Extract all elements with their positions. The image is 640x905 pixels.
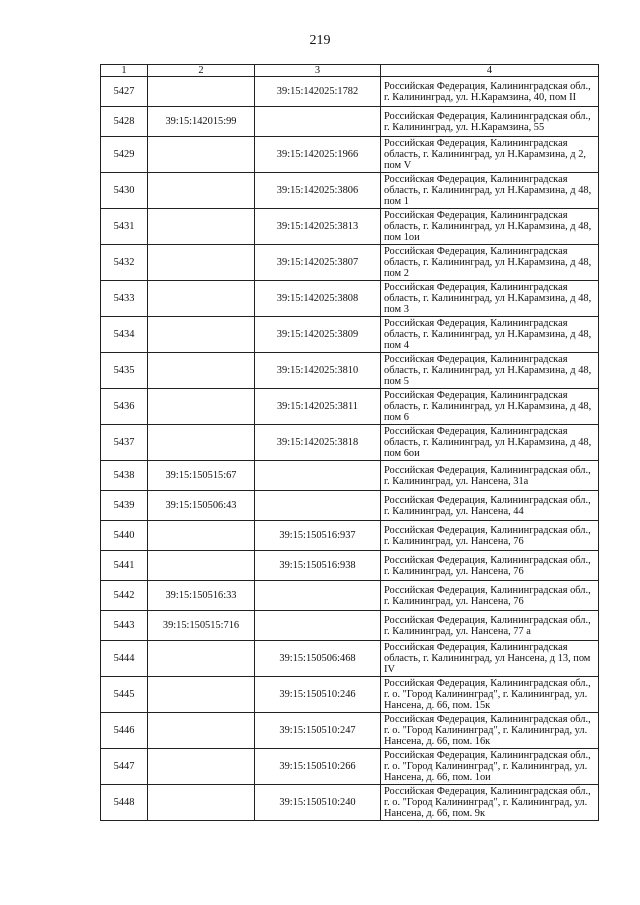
address-cell: Российская Федерация, Калининградская обл., г. о. "Город Калининград", г. Калининград, ул. Нансена, д. 66, пом. 9к: [381, 785, 599, 821]
table-row: [101, 107, 599, 137]
table-row: [101, 281, 599, 317]
table-row: [101, 425, 599, 461]
address-cell: Российская Федерация, Калининградская обл., г. о. "Город Калининград", г. Калининград, ул. Нансена, д. 66, пом. 1ои: [381, 749, 599, 785]
table-row: [101, 521, 599, 551]
address-cell: Российская Федерация, Калининградская область, г. Калининград, ул Н.Карамзина, д 48, пом 5: [381, 353, 599, 389]
address-cell: Российская Федерация, Калининградская область, г. Калининград, ул Н.Карамзина, д 48, пом 1ои: [381, 209, 599, 245]
cadastral-number-cell: 39:15:142025:1966: [255, 137, 381, 173]
parcel-number-cell: [148, 353, 255, 389]
address-cell: Российская Федерация, Калининградская обл., г. Калининград, ул. Нансена, 76: [381, 551, 599, 581]
table-row: [101, 389, 599, 425]
cadastral-number-cell: 39:15:150510:246: [255, 677, 381, 713]
cadastral-number-cell: 39:15:142025:3813: [255, 209, 381, 245]
table-body: [101, 77, 599, 821]
cadastral-number-cell: [255, 461, 381, 491]
table-row: [101, 353, 599, 389]
parcel-number-cell: [148, 137, 255, 173]
cadastral-number-cell: [255, 611, 381, 641]
table-row: [101, 461, 599, 491]
parcel-number-cell: 39:15:150516:33: [148, 581, 255, 611]
cadastral-number-cell: 39:15:150510:247: [255, 713, 381, 749]
cadastral-number-cell: 39:15:142025:3807: [255, 245, 381, 281]
address-cell: Российская Федерация, Калининградская область, г. Калининград, ул Н.Карамзина, д 48, пом 2: [381, 245, 599, 281]
row-number-cell: 5432: [101, 245, 148, 281]
parcel-number-cell: [148, 245, 255, 281]
address-cell: Российская Федерация, Калининградская область, г. Калининград, ул Н.Карамзина, д 48, пом 6ои: [381, 425, 599, 461]
address-cell: Российская Федерация, Калининградская область, г. Калининград, ул Н.Карамзина, д 48, пом 4: [381, 317, 599, 353]
table-row: [101, 551, 599, 581]
address-cell: Российская Федерация, Калининградская обл., г. Калининград, ул. Нансена, 31а: [381, 461, 599, 491]
cadastral-number-cell: 39:15:142025:3810: [255, 353, 381, 389]
parcel-number-cell: [148, 551, 255, 581]
parcel-number-cell: [148, 785, 255, 821]
cadastral-number-cell: 39:15:142025:3818: [255, 425, 381, 461]
cadastral-number-cell: 39:15:150510:266: [255, 749, 381, 785]
table-row: [101, 137, 599, 173]
address-cell: Российская Федерация, Калининградская обл., г. Калининград, ул. Нансена, 77 а: [381, 611, 599, 641]
parcel-number-cell: [148, 173, 255, 209]
table-row: [101, 749, 599, 785]
address-cell: Российская Федерация, Калининградская обл., г. о. "Город Калининград", г. Калининград, ул. Нансена, д. 66, пом. 15к: [381, 677, 599, 713]
table-row: [101, 677, 599, 713]
row-number-cell: 5430: [101, 173, 148, 209]
row-number-cell: 5448: [101, 785, 148, 821]
row-number-cell: 5443: [101, 611, 148, 641]
table-row: [101, 317, 599, 353]
cadastral-number-cell: [255, 107, 381, 137]
row-number-cell: 5435: [101, 353, 148, 389]
row-number-cell: 5429: [101, 137, 148, 173]
row-number-cell: 5440: [101, 521, 148, 551]
column-header: 4: [381, 65, 599, 77]
row-number-cell: 5436: [101, 389, 148, 425]
address-cell: Российская Федерация, Калининградская область, г. Калининград, ул Н.Карамзина, д 48, пом 3: [381, 281, 599, 317]
row-number-cell: 5437: [101, 425, 148, 461]
table-row: [101, 491, 599, 521]
row-number-cell: 5431: [101, 209, 148, 245]
address-cell: Российская Федерация, Калининградская область, г. Калининград, ул Н.Карамзина, д 48, пом 1: [381, 173, 599, 209]
parcel-number-cell: [148, 77, 255, 107]
row-number-cell: 5438: [101, 461, 148, 491]
cadastral-number-cell: [255, 491, 381, 521]
cadastral-number-cell: [255, 581, 381, 611]
column-header: 3: [255, 65, 381, 77]
row-number-cell: 5442: [101, 581, 148, 611]
address-cell: Российская Федерация, Калининградская обл., г. Калининград, ул. Нансена, 44: [381, 491, 599, 521]
row-number-cell: 5441: [101, 551, 148, 581]
row-number-cell: 5434: [101, 317, 148, 353]
row-number-cell: 5445: [101, 677, 148, 713]
parcel-number-cell: [148, 281, 255, 317]
table-row: [101, 209, 599, 245]
cadastral-number-cell: 39:15:142025:3806: [255, 173, 381, 209]
parcel-number-cell: 39:15:142015:99: [148, 107, 255, 137]
row-number-cell: 5427: [101, 77, 148, 107]
parcel-number-cell: [148, 677, 255, 713]
column-header: 2: [148, 65, 255, 77]
parcel-number-cell: [148, 389, 255, 425]
cadastral-number-cell: 39:15:150516:938: [255, 551, 381, 581]
column-header: 1: [101, 65, 148, 77]
parcel-number-cell: [148, 713, 255, 749]
parcel-number-cell: [148, 317, 255, 353]
parcel-number-cell: [148, 521, 255, 551]
table-row: [101, 611, 599, 641]
table-row: [101, 581, 599, 611]
cadastral-number-cell: 39:15:142025:3809: [255, 317, 381, 353]
page-number: 219: [309, 33, 331, 48]
cadastral-number-cell: 39:15:142025:1782: [255, 77, 381, 107]
address-cell: Российская Федерация, Калининградская область, г. Калининград, ул Н.Карамзина, д 48, пом 6: [381, 389, 599, 425]
row-number-cell: 5428: [101, 107, 148, 137]
table-row: [101, 77, 599, 107]
cadastral-number-cell: 39:15:142025:3808: [255, 281, 381, 317]
parcel-number-cell: [148, 425, 255, 461]
row-number-cell: 5439: [101, 491, 148, 521]
parcel-number-cell: 39:15:150506:43: [148, 491, 255, 521]
cadastral-number-cell: 39:15:150510:240: [255, 785, 381, 821]
address-cell: Российская Федерация, Калининградская обл., г. Калининград, ул. Н.Карамзина, 55: [381, 107, 599, 137]
parcel-number-cell: 39:15:150515:67: [148, 461, 255, 491]
address-cell: Российская Федерация, Калининградская обл., г. Калининград, ул. Нансена, 76: [381, 521, 599, 551]
row-number-cell: 5447: [101, 749, 148, 785]
registry-table: [100, 64, 599, 821]
table-row: [101, 785, 599, 821]
parcel-number-cell: [148, 749, 255, 785]
header-row: [101, 65, 599, 77]
row-number-cell: 5444: [101, 641, 148, 677]
cadastral-number-cell: 39:15:142025:3811: [255, 389, 381, 425]
address-cell: Российская Федерация, Калининградская область, г. Калининград, ул Нансена, д 13, пом IV: [381, 641, 599, 677]
address-cell: Российская Федерация, Калининградская обл., г. Калининград, ул. Н.Карамзина, 40, пом II: [381, 77, 599, 107]
address-cell: Российская Федерация, Калининградская область, г. Калининград, ул Н.Карамзина, д 2, пом V: [381, 137, 599, 173]
cadastral-number-cell: 39:15:150516:937: [255, 521, 381, 551]
parcel-number-cell: 39:15:150515:716: [148, 611, 255, 641]
address-cell: Российская Федерация, Калининградская обл., г. Калининград, ул. Нансена, 76: [381, 581, 599, 611]
address-cell: Российская Федерация, Калининградская обл., г. о. "Город Калининград", г. Калининград, ул. Нансена, д. 66, пом. 16к: [381, 713, 599, 749]
table-row: [101, 641, 599, 677]
row-number-cell: 5433: [101, 281, 148, 317]
table-row: [101, 713, 599, 749]
table-row: [101, 173, 599, 209]
row-number-cell: 5446: [101, 713, 148, 749]
parcel-number-cell: [148, 641, 255, 677]
table-row: [101, 245, 599, 281]
parcel-number-cell: [148, 209, 255, 245]
cadastral-number-cell: 39:15:150506:468: [255, 641, 381, 677]
